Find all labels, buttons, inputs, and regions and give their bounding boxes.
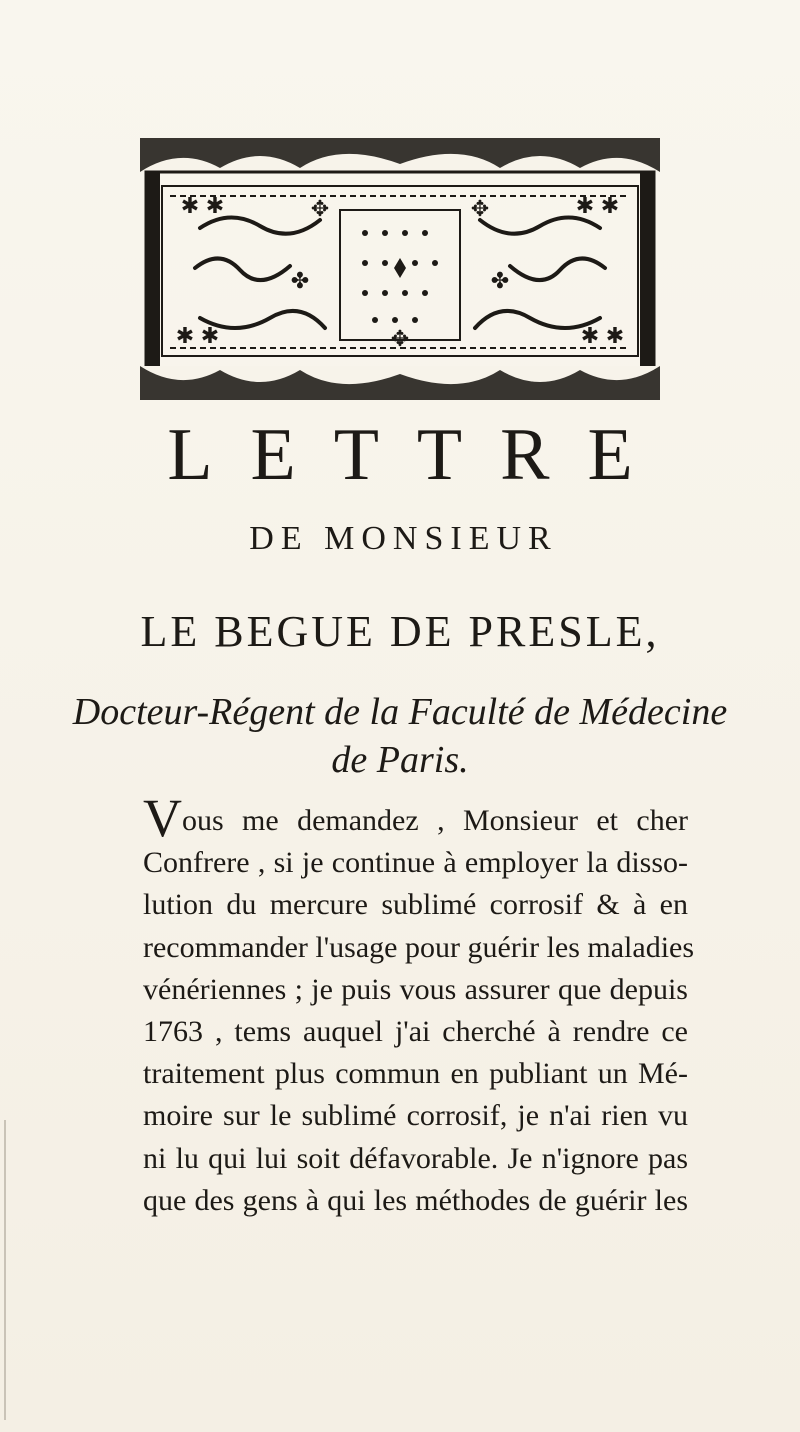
svg-text:✤: ✤ [490, 269, 510, 294]
svg-text:✱: ✱ [200, 324, 220, 349]
svg-text:✥: ✥ [310, 197, 330, 222]
title-author-role [0, 688, 800, 784]
title-lettre: LETTRE [167, 414, 671, 496]
body-line-4: recommander l'usage pour guérir les maladies [143, 930, 695, 964]
body-line-1 [143, 788, 688, 848]
svg-text:✱: ✱ [600, 194, 620, 219]
title-de-monsieur: DE MONSIEUR [249, 520, 558, 557]
body-line-7: traitement plus commun en publiant un Mé- [143, 1057, 688, 1091]
role-line-2: de Paris. [331, 739, 469, 781]
svg-text:✤: ✤ [290, 269, 310, 294]
body-line-10: que des gens à qui les méthodes de guérir les [143, 1183, 688, 1217]
svg-text:✱: ✱ [605, 324, 625, 349]
page-edge-shadow [4, 1120, 6, 1420]
title-author-name: LE BEGUE DE PRESLE, [140, 607, 660, 656]
svg-text:✥: ✥ [470, 197, 490, 222]
ornamental-headpiece [140, 138, 660, 400]
svg-text:✱: ✱ [575, 194, 595, 219]
svg-text:✱: ✱ [580, 324, 600, 349]
body-line-5: vénériennes ; je puis vous assurer que depuis [143, 972, 688, 1006]
svg-text:✱: ✱ [205, 194, 225, 219]
body-line-1-text: ous me demandez , Monsieur et cher [182, 804, 688, 837]
letter-body [143, 788, 695, 1222]
svg-text:✱: ✱ [180, 194, 200, 219]
body-line-6: 1763 , tems auquel j'ai cherché à rendre ce [143, 1015, 688, 1049]
drop-cap: V [143, 788, 182, 848]
svg-text:✱: ✱ [175, 324, 195, 349]
body-line-8: moire sur le sublimé corrosif, je n'ai rien vu [143, 1099, 688, 1133]
ornament-illustration [140, 138, 660, 400]
body-line-3: lution du mercure sublimé corrosif & à en [143, 888, 688, 922]
body-line-2: Confrere , si je continue à employer la disso- [143, 846, 688, 880]
svg-text:✥: ✥ [390, 327, 410, 352]
body-line-9: ni lu qui lui soit défavorable. Je n'ignore pas [143, 1141, 688, 1175]
role-line-1: Docteur-Régent de la Faculté de Médecine [72, 691, 728, 733]
